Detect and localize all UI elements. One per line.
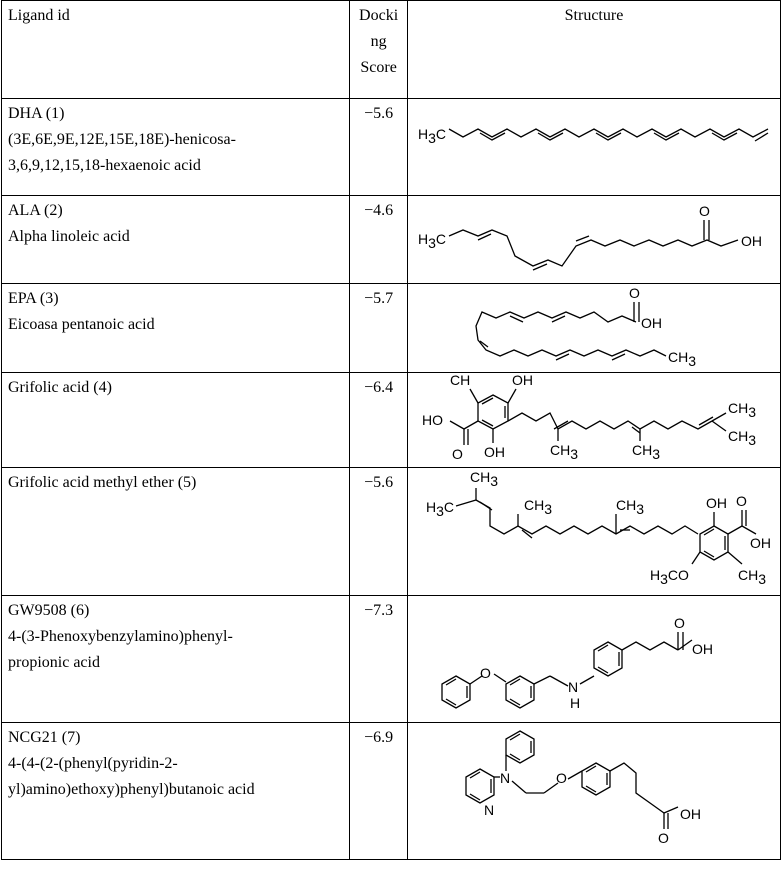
ligand-detail: (3E,6E,9E,12E,15E,18E)-henicosa-	[8, 131, 236, 148]
svg-text:H3CO: H3CO	[649, 567, 689, 587]
ligand-detail: Alpha linoleic acid	[8, 228, 130, 245]
ligand-cell	[2, 468, 350, 596]
svg-text:O: O	[479, 665, 491, 681]
table-row	[2, 596, 781, 723]
score-cell	[350, 468, 408, 596]
ligand-name: NCG21 (7)	[8, 729, 81, 746]
ligand-name: ALA (2)	[8, 202, 63, 219]
svg-text:CH3: CH3	[727, 400, 757, 420]
docking-score: −5.6	[364, 105, 394, 122]
svg-text:CH3: CH3	[549, 442, 579, 462]
ala-structure	[408, 196, 780, 283]
epa-structure	[408, 284, 780, 372]
ligand-detail: propionic acid	[8, 654, 100, 671]
svg-text:OH: OH	[749, 535, 771, 551]
svg-text:N: N	[483, 802, 495, 818]
docking-score: −6.9	[364, 729, 394, 746]
table-row	[2, 196, 781, 284]
ligand-detail: Eicoasa pentanoic acid	[8, 316, 155, 333]
docking-score: −4.6	[364, 202, 394, 219]
score-cell	[350, 596, 408, 723]
ligand-detail: yl)amino)ethoxy)phenyl)butanoic acid	[8, 781, 255, 798]
ligand-detail: 3,6,9,12,15,18-hexaenoic acid	[8, 157, 201, 174]
svg-text:CH3: CH3	[737, 567, 767, 587]
score-cell	[350, 99, 408, 196]
docking-score: −6.4	[364, 379, 394, 396]
dha-structure	[408, 99, 780, 195]
svg-text:O: O	[628, 285, 640, 301]
svg-text:OH: OH	[640, 315, 662, 331]
header-docking-line2: ng	[370, 33, 387, 50]
svg-text:HO: HO	[421, 412, 443, 428]
ligand-cell	[2, 284, 350, 373]
ligand-cell	[2, 196, 350, 284]
structure-cell	[407, 196, 780, 284]
svg-text:O: O	[673, 615, 685, 631]
header-docking-score	[350, 1, 408, 99]
svg-text:CH3: CH3	[523, 497, 553, 517]
ligand-name: Grifolic acid (4)	[8, 379, 112, 396]
ligand-name: GW9508 (6)	[8, 602, 90, 619]
structure-cell	[407, 723, 780, 860]
ligand-name: EPA (3)	[8, 290, 59, 307]
svg-text:O: O	[451, 446, 463, 462]
svg-text:O: O	[555, 770, 567, 786]
svg-text:O: O	[735, 493, 747, 509]
svg-text:N: N	[567, 679, 579, 695]
grifolic-acid-methyl-ether-structure	[408, 468, 780, 595]
svg-text:H: H	[569, 695, 581, 711]
ncg21-structure	[408, 723, 780, 859]
svg-text:OH: OH	[483, 444, 505, 460]
header-structure-text: Structure	[564, 7, 624, 24]
ligand-detail: 4-(4-(2-(phenyl(pyridin-2-	[8, 755, 178, 772]
svg-text:OH: OH	[740, 233, 762, 249]
grifolic-acid-structure	[408, 373, 780, 467]
svg-text:CH3: CH3	[667, 349, 697, 369]
svg-text:H3C: H3C	[417, 126, 447, 146]
table-row	[2, 284, 781, 373]
ligand-cell	[2, 596, 350, 723]
svg-text:OH: OH	[511, 373, 533, 388]
table-row	[2, 99, 781, 196]
header-docking-line3: Score	[360, 59, 397, 76]
svg-text:N: N	[499, 770, 511, 786]
score-cell	[350, 284, 408, 373]
svg-text:H3C: H3C	[425, 499, 455, 519]
svg-text:H3C: H3C	[417, 231, 447, 251]
ligand-cell	[2, 99, 350, 196]
ligand-name: DHA (1)	[8, 105, 65, 122]
header-row	[2, 1, 781, 99]
svg-text:OH: OH	[705, 495, 727, 511]
svg-text:CH3: CH3	[469, 469, 499, 489]
table-row	[2, 723, 781, 860]
ligand-name: Grifolic acid methyl ether (5)	[8, 474, 197, 491]
header-ligand-text: Ligand id	[8, 7, 70, 24]
ligand-cell	[2, 723, 350, 860]
svg-text:CH3: CH3	[615, 497, 645, 517]
svg-text:O: O	[657, 830, 669, 846]
svg-text:CH: CH	[449, 373, 471, 388]
score-cell	[350, 373, 408, 468]
ligand-detail: 4-(3-Phenoxybenzylamino)phenyl-	[8, 628, 233, 645]
structure-cell	[407, 373, 780, 468]
ligand-table	[1, 0, 781, 860]
svg-text:CH3: CH3	[727, 428, 757, 448]
ligand-cell	[2, 373, 350, 468]
structure-cell	[407, 99, 780, 196]
gw9508-structure	[408, 596, 780, 722]
structure-cell	[407, 284, 780, 373]
docking-score: −7.3	[364, 602, 394, 619]
table-row	[2, 373, 781, 468]
score-cell	[350, 196, 408, 284]
header-docking-line1: Docki	[359, 7, 399, 24]
structure-cell	[407, 468, 780, 596]
header-ligand-id	[2, 1, 350, 99]
svg-text:OH: OH	[679, 806, 701, 822]
header-structure	[407, 1, 780, 99]
structure-cell	[407, 596, 780, 723]
docking-score: −5.6	[364, 474, 394, 491]
score-cell	[350, 723, 408, 860]
svg-text:O: O	[698, 203, 710, 219]
docking-score: −5.7	[364, 290, 394, 307]
svg-text:OH: OH	[691, 641, 713, 657]
svg-text:CH3: CH3	[631, 442, 661, 462]
table-row	[2, 468, 781, 596]
